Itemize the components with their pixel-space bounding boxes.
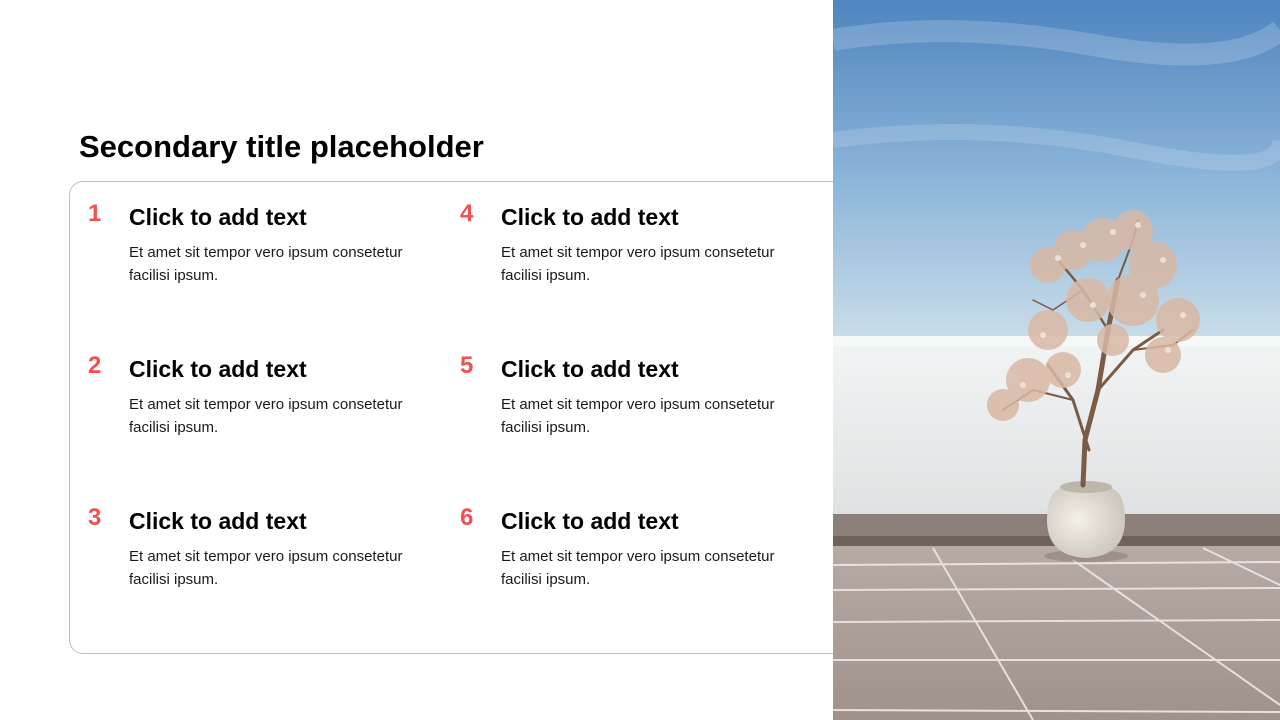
content-panel [69, 181, 869, 654]
item-heading[interactable]: Click to add text [129, 356, 307, 382]
item-number: 5 [460, 352, 474, 379]
slide-title[interactable]: Secondary title placeholder [79, 129, 484, 164]
item-number: 1 [88, 200, 102, 227]
list-item-1[interactable] [88, 202, 428, 322]
list-item-3[interactable] [88, 506, 428, 626]
list-item-5[interactable] [460, 354, 800, 474]
terrace-tree-photo[interactable] [833, 0, 1280, 720]
item-body-text[interactable]: Et amet sit tempor vero ipsum consetetur facilisi ipsum. [501, 244, 775, 284]
item-body-text[interactable]: Et amet sit tempor vero ipsum consetetur facilisi ipsum. [129, 548, 403, 588]
item-body-text[interactable]: Et amet sit tempor vero ipsum consetetur facilisi ipsum. [501, 396, 775, 436]
item-number: 6 [460, 504, 474, 531]
item-number: 4 [460, 200, 474, 227]
item-number: 2 [88, 352, 102, 379]
item-heading[interactable]: Click to add text [129, 508, 307, 534]
item-heading[interactable]: Click to add text [501, 508, 679, 534]
list-item-6[interactable] [460, 506, 800, 626]
item-number: 3 [88, 504, 102, 531]
list-item-2[interactable] [88, 354, 428, 474]
item-heading[interactable]: Click to add text [129, 204, 307, 230]
item-body-text[interactable]: Et amet sit tempor vero ipsum consetetur facilisi ipsum. [129, 244, 403, 284]
item-body-text[interactable]: Et amet sit tempor vero ipsum consetetur facilisi ipsum. [501, 548, 775, 588]
item-body-text[interactable]: Et amet sit tempor vero ipsum consetetur facilisi ipsum. [129, 396, 403, 436]
item-heading[interactable]: Click to add text [501, 356, 679, 382]
item-heading[interactable]: Click to add text [501, 204, 679, 230]
list-item-4[interactable] [460, 202, 800, 322]
